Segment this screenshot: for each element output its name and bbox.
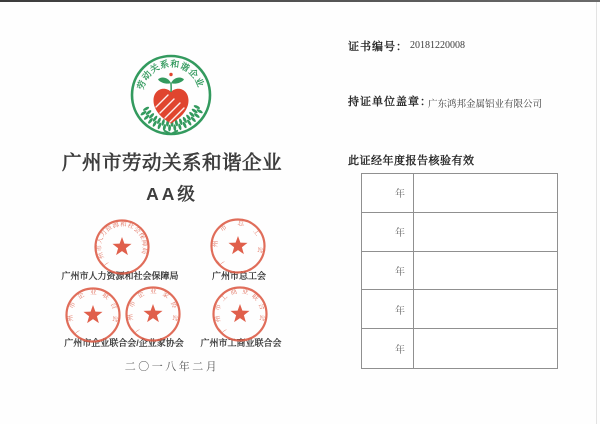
stamp-label-industry-commerce: 广州市工商业联合会 <box>200 338 282 348</box>
stamp-label-enterprise-assoc: 广州市企业联合会/企业家协会 <box>64 338 184 348</box>
holder-seal-label: 持证单位盖章： <box>348 96 432 108</box>
svg-text:广州市企业家协会: 广州市企业家协会 <box>126 288 179 334</box>
official-stamp <box>123 284 183 344</box>
stamp-label-hrss-bureau: 广州市人力资源和社会保障局 <box>61 271 179 281</box>
certificate-right-panel <box>345 0 575 424</box>
year-cell: 年 <box>362 174 414 212</box>
sprout-leaf-right <box>171 77 184 83</box>
star-icon <box>230 304 249 322</box>
year-cell: 年 <box>362 252 414 290</box>
star-icon <box>83 305 102 323</box>
stamp-label-trade-union: 广州市总工会 <box>211 271 267 281</box>
issue-date: 二〇一八年二月 <box>124 361 220 373</box>
certificate-grade: AA级 <box>146 184 198 204</box>
table-row <box>362 213 557 252</box>
certificate-title: 广州市劳动关系和谐企业 <box>61 152 282 174</box>
holder-company-name: 广东鸿邦金属铝业有限公司 <box>428 100 543 110</box>
star-icon <box>143 304 162 322</box>
sprout-bud <box>169 73 172 76</box>
official-stamp <box>210 284 270 344</box>
blank-cell <box>414 213 557 251</box>
table-row <box>362 174 557 213</box>
blank-cell <box>414 329 557 368</box>
annual-verification-note: 此证经年度报告核验有效 <box>348 155 475 167</box>
harmonious-enterprise-emblem-icon <box>130 54 212 136</box>
year-cell: 年 <box>362 290 414 328</box>
blank-cell <box>414 252 557 290</box>
annual-verification-table <box>361 173 558 369</box>
svg-text:广州市人力资源和社会保障局: 广州市人力资源和社会保障局 <box>96 220 148 267</box>
cert-number-label: 证书编号： <box>348 41 408 53</box>
year-cell: 年 <box>362 329 414 368</box>
sprout-leaf-left <box>158 77 171 83</box>
certificate-left-panel <box>28 0 316 424</box>
svg-text:广州市企业联合会: 广州市企业联合会 <box>66 289 119 335</box>
star-icon <box>112 237 131 255</box>
table-row <box>362 290 557 329</box>
table-row <box>362 252 557 291</box>
blank-cell <box>414 290 557 328</box>
official-stamp <box>208 216 268 276</box>
official-stamp <box>63 285 123 345</box>
year-cell: 年 <box>362 213 414 251</box>
svg-text:广州市总工会: 广州市总工会 <box>212 219 264 266</box>
scan-edge-right <box>596 2 597 424</box>
official-stamp <box>92 217 152 277</box>
cert-number-value: 20181220008 <box>410 40 465 51</box>
emblem-arc-text: 劳动关系和谐企业 <box>135 58 206 91</box>
svg-text:广州市工商业联合会: 广州市工商业联合会 <box>214 288 266 334</box>
blank-cell <box>414 174 557 212</box>
star-icon <box>228 236 247 254</box>
table-row <box>362 329 557 368</box>
